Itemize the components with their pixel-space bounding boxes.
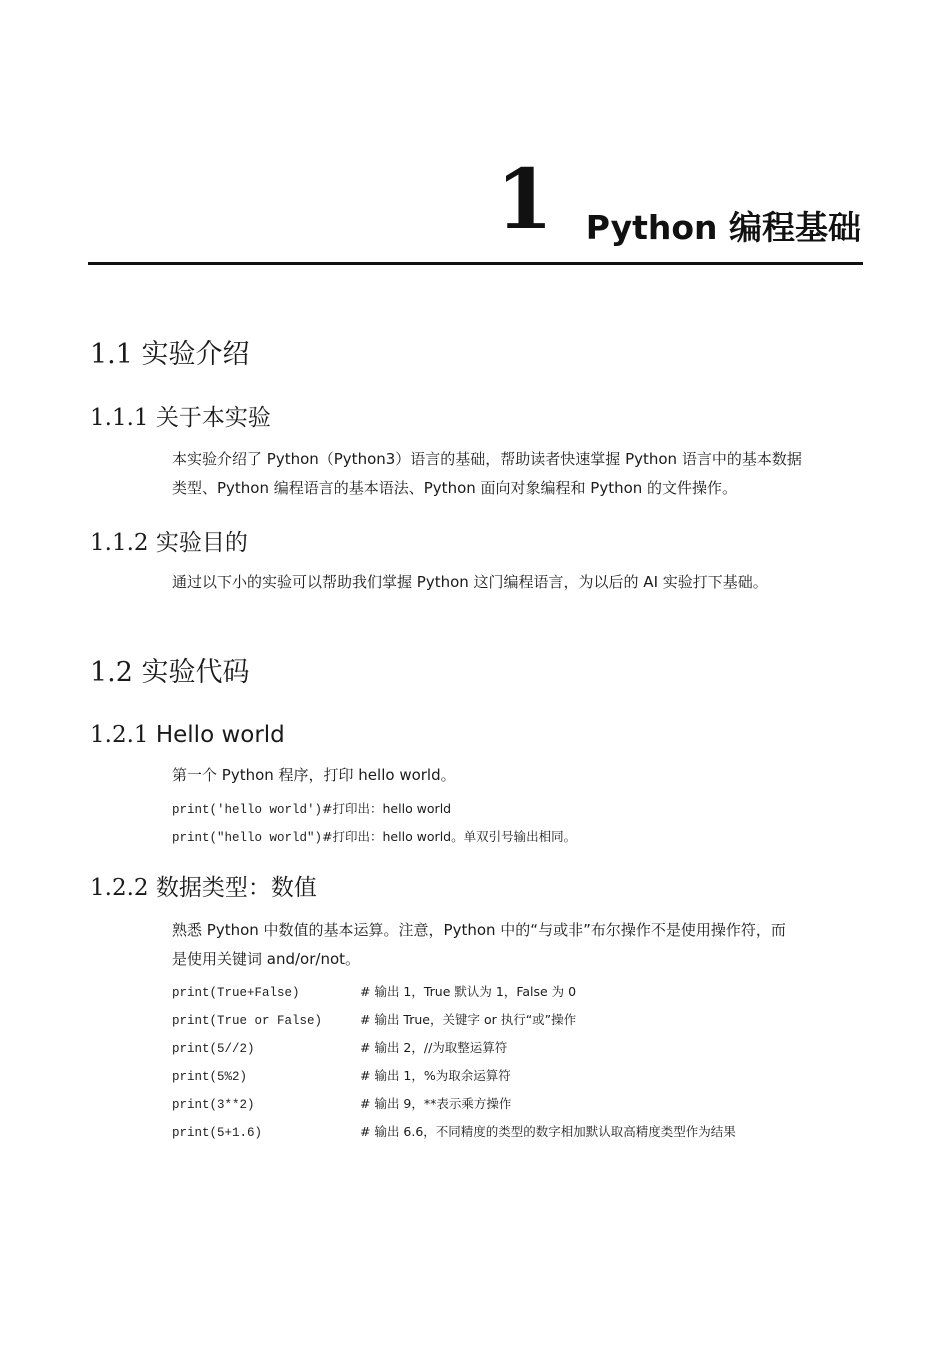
code-comment: # 输出 6.6，不同精度的类型的数字相加默认取高精度类型作为结果 — [360, 1124, 736, 1139]
code-comment: #打印出：hello world。单双引号输出相同。 — [322, 829, 577, 844]
chapter-header — [88, 150, 863, 265]
code-line — [172, 826, 576, 848]
section-heading-1-1 — [90, 337, 250, 373]
section-heading-1-2 — [90, 655, 250, 691]
code-text: print(5%2) — [172, 1070, 248, 1084]
subsection-number: 1.1.1 — [90, 405, 149, 431]
code-text: print("hello world") — [172, 831, 323, 845]
code-line — [172, 1093, 511, 1115]
code-line — [172, 1037, 507, 1059]
subsection-heading-1-2-1 — [90, 719, 285, 751]
code-comment: # 输出 9，**表示乘方操作 — [360, 1096, 512, 1111]
subsection-heading-1-1-1 — [90, 402, 271, 434]
chapter-title: Python 编程基础 — [585, 208, 861, 247]
code-text: print(5+1.6) — [172, 1126, 263, 1140]
code-text: print('hello world') — [172, 803, 323, 817]
subsection-heading-1-2-2 — [90, 872, 317, 904]
code-comment: # 输出 1，True 默认为 1，False 为 0 — [360, 984, 577, 999]
code-comment: #打印出：hello world — [322, 801, 452, 816]
paragraph-line: 类型、Python 编程语言的基本语法、Python 面向对象编程和 Python 的文件操作。 — [172, 479, 738, 497]
subsection-number: 1.1.2 — [90, 530, 149, 556]
subsection-heading-1-1-2 — [90, 527, 248, 559]
section-number: 1.2 — [90, 657, 133, 688]
paragraph-line: 本实验介绍了 Python（Python3）语言的基础，帮助读者快速掌握 Python 语言中的基本数据 — [172, 450, 802, 468]
code-comment: # 输出 True，关键字 or 执行“或”操作 — [360, 1012, 577, 1027]
paragraph-line: 第一个 Python 程序，打印 hello world。 — [172, 766, 456, 784]
code-line — [172, 1121, 736, 1143]
subsection-title: 关于本实验 — [155, 405, 271, 431]
subsection-title: Hello world — [155, 722, 285, 748]
chapter-number: 1 — [495, 152, 553, 248]
section-number: 1.1 — [90, 339, 133, 370]
section-title: 实验代码 — [141, 657, 250, 688]
code-comment: # 输出 2，//为取整运算符 — [360, 1040, 508, 1055]
code-line — [172, 1009, 576, 1031]
code-text: print(5//2) — [172, 1042, 255, 1056]
code-line — [172, 1065, 511, 1087]
section-title: 实验介绍 — [141, 339, 250, 370]
subsection-number: 1.2.2 — [90, 875, 149, 901]
code-comment: # 输出 1，%为取余运算符 — [360, 1068, 511, 1083]
code-line — [172, 981, 576, 1003]
subsection-title: 实验目的 — [155, 530, 248, 556]
code-text: print(True or False) — [172, 1014, 323, 1028]
code-line — [172, 798, 451, 820]
subsection-title: 数据类型：数值 — [155, 875, 317, 901]
paragraph-line: 熟悉 Python 中数值的基本运算。注意，Python 中的“与或非”布尔操作不是使用操作符，而 — [172, 921, 786, 939]
code-text: print(True+False) — [172, 986, 300, 1000]
code-text: print(3**2) — [172, 1098, 255, 1112]
paragraph-line: 是使用关键词 and/or/not。 — [172, 950, 361, 968]
paragraph-line: 通过以下小的实验可以帮助我们掌握 Python 这门编程语言，为以后的 AI 实验打下基础。 — [172, 573, 768, 591]
subsection-number: 1.2.1 — [90, 722, 149, 748]
